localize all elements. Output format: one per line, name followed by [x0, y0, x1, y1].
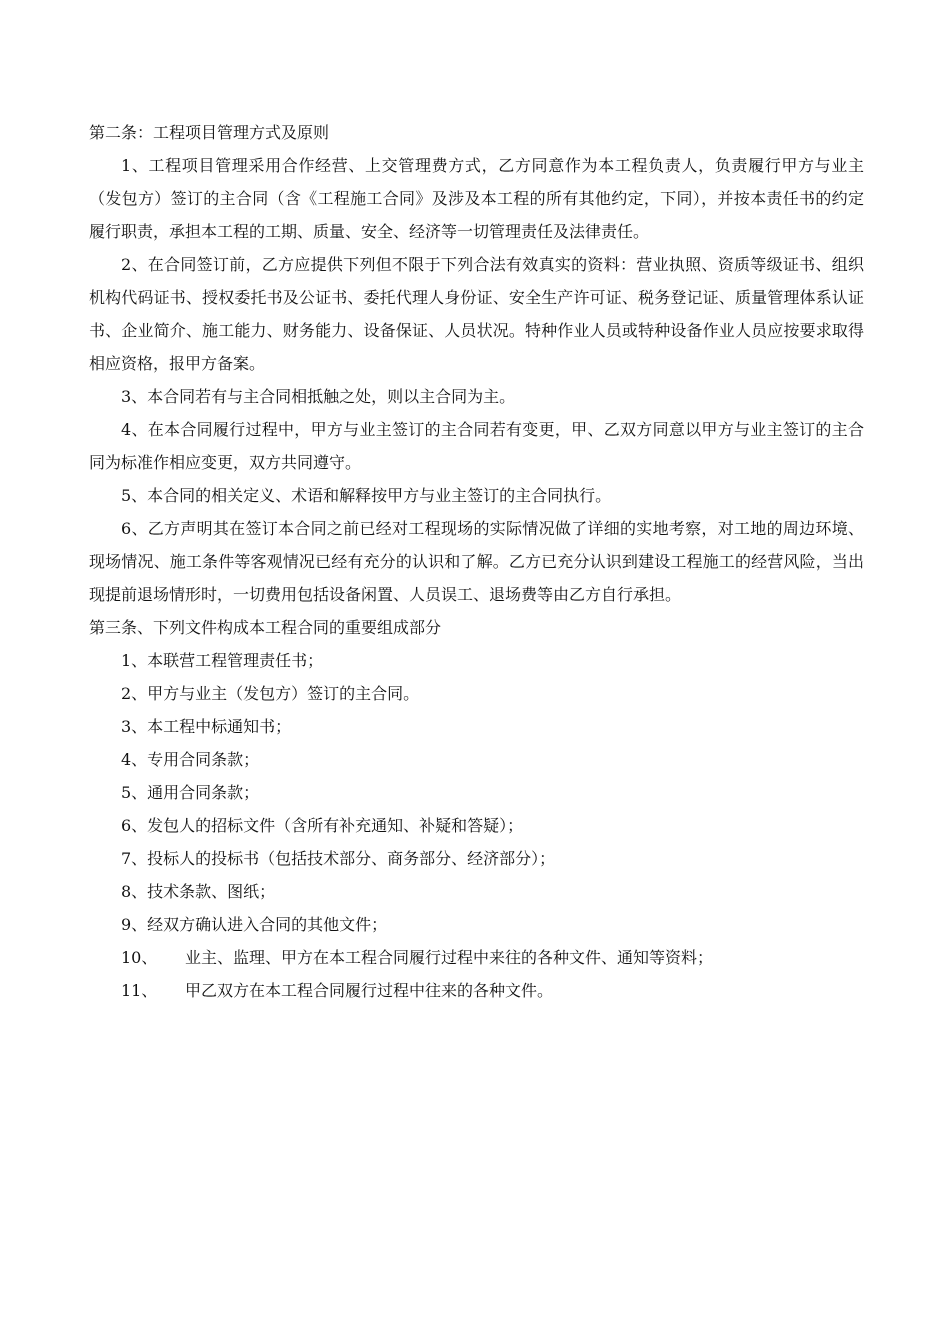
- article-3-item-11: [89, 974, 864, 1007]
- article-3-item-7: 7、投标人的投标书（包括技术部分、商务部分、经济部分）；: [121, 849, 556, 868]
- item-number: 11、: [121, 981, 158, 1000]
- article-3-item-3: 3、本工程中标通知书；: [121, 717, 292, 736]
- item-text: 甲乙双方在本工程合同履行过程中往来的各种文件。: [185, 981, 554, 1000]
- article-3-item-4: 4、专用合同条款；: [121, 750, 260, 769]
- article-2-clause-3: 3、本合同若有与主合同相抵触之处，则以主合同为主。: [121, 387, 516, 406]
- article-2-clause-4: 4、在本合同履行过程中，甲方与业主签订的主合同若有变更，甲、乙双方同意以甲方与业主签订的主合同为标准作相应变更，双方共同遵守。: [89, 420, 864, 472]
- document-page: [89, 116, 864, 1007]
- article-3-item-10: [89, 941, 864, 974]
- article-3-item-6: 6、发包人的招标文件（含所有补充通知、补疑和答疑）；: [121, 816, 524, 835]
- article-2-clause-1: 1、工程项目管理采用合作经营、上交管理费方式，乙方同意作为本工程负责人，负责履行甲方与业主（发包方）签订的主合同（含《工程施工合同》及涉及本工程的所有其他约定，下同），并按本责任书的约定履行职责，承担本工程的工期、质量、安全、经济等一切管理责任及法律责任。: [89, 156, 864, 241]
- item-text: 业主、监理、甲方在本工程合同履行过程中来往的各种文件、通知等资料；: [185, 948, 714, 967]
- item-number: 10、: [121, 948, 158, 967]
- article-3-item-8: 8、技术条款、图纸；: [121, 882, 276, 901]
- article-3-item-2: 2、甲方与业主（发包方）签订的主合同。: [121, 684, 420, 703]
- article-2-heading: 第二条：工程项目管理方式及原则: [89, 123, 330, 142]
- article-3-item-5: 5、通用合同条款；: [121, 783, 260, 802]
- article-2-clause-6: 6、乙方声明其在签订本合同之前已经对工程现场的实际情况做了详细的实地考察，对工地的周边环境、现场情况、施工条件等客观情况已经有充分的认识和了解。乙方已充分认识到建设工程施工的经营风险，当出现提前退场情形时，一切费用包括设备闲置、人员误工、退场费等由乙方自行承担。: [89, 519, 864, 604]
- article-3-item-9: 9、经双方确认进入合同的其他文件；: [121, 915, 388, 934]
- article-3-item-1: 1、本联营工程管理责任书；: [121, 651, 324, 670]
- article-2-clause-2: 2、在合同签订前，乙方应提供下列但不限于下列合法有效真实的资料：营业执照、资质等级证书、组织机构代码证书、授权委托书及公证书、委托代理人身份证、安全生产许可证、税务登记证、质量管理体系认证书、企业简介、施工能力、财务能力、设备保证、人员状况。特种作业人员或特种设备作业人员应按要求取得相应资格，报甲方备案。: [89, 255, 864, 373]
- article-3-heading: 第三条、下列文件构成本工程合同的重要组成部分: [89, 618, 442, 637]
- article-2-clause-5: 5、本合同的相关定义、术语和解释按甲方与业主签订的主合同执行。: [121, 486, 612, 505]
